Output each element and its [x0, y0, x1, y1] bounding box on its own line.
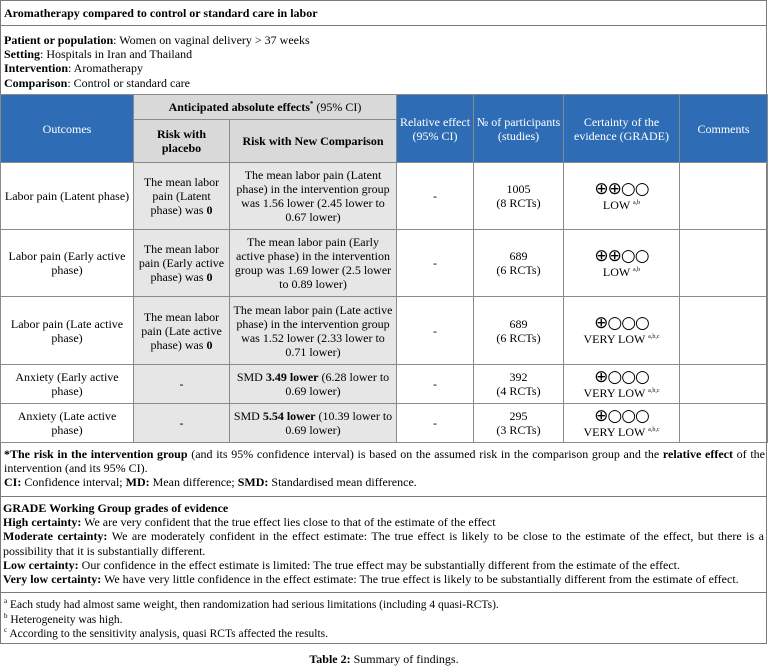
table-row: [1, 404, 768, 443]
certainty-cell: ⊕⊕○○ LOW $^{a,b}$: [564, 163, 680, 230]
certainty-circles-icon: ⊕○○○: [594, 313, 649, 333]
grade-low: Low certainty: Our confidence in the effect estimate is limited: The true effect may be substantially different from the estimate of the effect.: [3, 557, 680, 572]
grade-heading: GRADE Working Group grades of evidence: [3, 501, 229, 515]
certainty-cell: ⊕○○○ VERY LOW $^{a,b,c}$: [564, 297, 680, 365]
table-row: [1, 297, 768, 365]
table-caption: Table 2: Summary of findings.: [309, 652, 459, 666]
grade-moderate: Moderate certainty: We are moderately confident in the effect estimate: The true effect is likely to be close to the estimate of the effect, but there is a possibility that it is substantially different.: [3, 529, 764, 558]
certainty-cell: ⊕⊕○○ LOW $^{a,b}$: [564, 230, 680, 297]
header-comments: Comments: [680, 95, 768, 163]
relative-effect-cell: -: [397, 404, 474, 443]
certainty-circles-icon: ⊕⊕○○: [594, 178, 649, 199]
comments-cell: [680, 163, 768, 230]
placebo-cell: -: [134, 404, 230, 443]
new-comparison-cell: The mean labor pain (Late active phase) in the intervention group was 1.52 lower (2.33 lower to 0.71 lower): [230, 297, 397, 365]
participants-cell: 689 (6 RCTs): [474, 297, 564, 365]
certainty-cell: ⊕○○○ VERY LOW $^{a,b,c}$: [564, 404, 680, 443]
comments-cell: [680, 365, 768, 404]
outcome-cell: Labor pain (Latent phase): [1, 163, 134, 230]
comments-cell: [680, 404, 768, 443]
relative-effect-cell: -: [397, 230, 474, 297]
certainty-circles-icon: ⊕○○○: [594, 405, 649, 426]
grade-very-low: Very low certainty: We have very little confidence in the effect estimate: The true effect is likely to be substantially different from the estimate of effect.: [3, 572, 739, 587]
certainty-cell: ⊕○○○ VERY LOW $^{a,b,c}$: [564, 365, 680, 404]
participants-cell: 295 (3 RCTs): [474, 404, 564, 443]
grade-high: High certainty: We are very confident that the true effect lies close to that of the estimate of the effect: [3, 515, 496, 530]
footnotes: [0, 598, 767, 642]
footnote-a: $^a$ Each study had almost same weight, then randomization had serious limitations (including 4 quasi-RCTs).: [4, 597, 499, 611]
header-certainty: Certainty of the evidence (GRADE): [564, 95, 680, 163]
summary-table: [0, 94, 768, 443]
pico-intervention: Intervention: Aromatherapy: [4, 61, 143, 76]
placebo-cell: The mean labor pain (Early active phase) was 0: [134, 230, 230, 297]
placebo-cell: The mean labor pain (Latent phase) was 0: [134, 163, 230, 230]
placebo-cell: -: [134, 365, 230, 404]
header-risk-placebo: Risk with placebo: [134, 120, 230, 163]
pico-population: Patient or population: Women on vaginal delivery > 37 weeks: [4, 33, 310, 47]
participants-cell: 392 (4 RCTs): [474, 365, 564, 404]
abbreviations-line: CI: Confidence interval; MD: Mean difference; SMD: Standardised mean difference.: [4, 475, 417, 490]
certainty-circles-icon: ⊕○○○: [594, 366, 649, 387]
new-comparison-cell: SMD 3.49 lower (6.28 lower to 0.69 lower): [230, 365, 397, 404]
relative-effect-cell: -: [397, 297, 474, 365]
outcome-cell: Labor pain (Late active phase): [1, 297, 134, 365]
table-row: [1, 163, 768, 230]
new-comparison-cell: The mean labor pain (Latent phase) in the intervention group was 1.56 lower (2.45 lower to 0.67 lower): [230, 163, 397, 230]
grade-definitions: [0, 501, 767, 586]
pico-block: [4, 33, 310, 90]
header-anticipated: Anticipated absolute effects* (95% CI): [134, 95, 397, 120]
outcome-cell: Labor pain (Early active phase): [1, 230, 134, 297]
header-relative-effect: Relative effect (95% CI): [397, 95, 474, 163]
footnote-c: $^c$ According to the sensitivity analysis, quasi RCTs affected the results.: [4, 626, 329, 641]
placebo-cell: The mean labor pain (Late active phase) was 0: [134, 297, 230, 365]
header-outcomes: Outcomes: [1, 95, 134, 163]
participants-cell: 689 (6 RCTs): [474, 230, 564, 297]
comments-cell: [680, 230, 768, 297]
pico-comparison: Comparison: Control or standard care: [4, 75, 190, 90]
section-divider: [0, 496, 767, 497]
header-row-1: [1, 95, 768, 120]
comments-cell: [680, 297, 768, 365]
outcome-cell: Anxiety (Early active phase): [1, 365, 134, 404]
header-participants: № of participants (studies): [474, 95, 564, 163]
pico-setting: Setting: Hospitals in Iran and Thailand: [4, 47, 193, 62]
outcome-cell: Anxiety (Late active phase): [1, 404, 134, 443]
participants-cell: 1005 (8 RCTs): [474, 163, 564, 230]
table-row: [1, 365, 768, 404]
relative-effect-cell: -: [397, 163, 474, 230]
table-row: [1, 230, 768, 297]
risk-explanation-note: *The risk in the intervention group (and its 95% confidence interval) is based on the assumed risk in the comparison group and the relative effect of the intervention (and its 95% CI). CI: Confidence interval; MD: Mean difference; SMD: Standardised mean difference.: [4, 447, 765, 490]
new-comparison-cell: The mean labor pain (Early active phase) in the intervention group was 1.69 lower (2.5 lower to 0.89 lower): [230, 230, 397, 297]
new-comparison-cell: SMD 5.54 lower (10.39 lower to 0.69 lower): [230, 404, 397, 443]
footnote-b: $^b$ Heterogeneity was high.: [4, 611, 123, 626]
relative-effect-cell: -: [397, 365, 474, 404]
certainty-circles-icon: ⊕⊕○○: [594, 245, 649, 266]
section-divider: [0, 592, 767, 593]
table-title: Aromatherapy compared to control or standard care in labor: [0, 0, 767, 26]
header-risk-new: Risk with New Comparison: [230, 120, 397, 163]
